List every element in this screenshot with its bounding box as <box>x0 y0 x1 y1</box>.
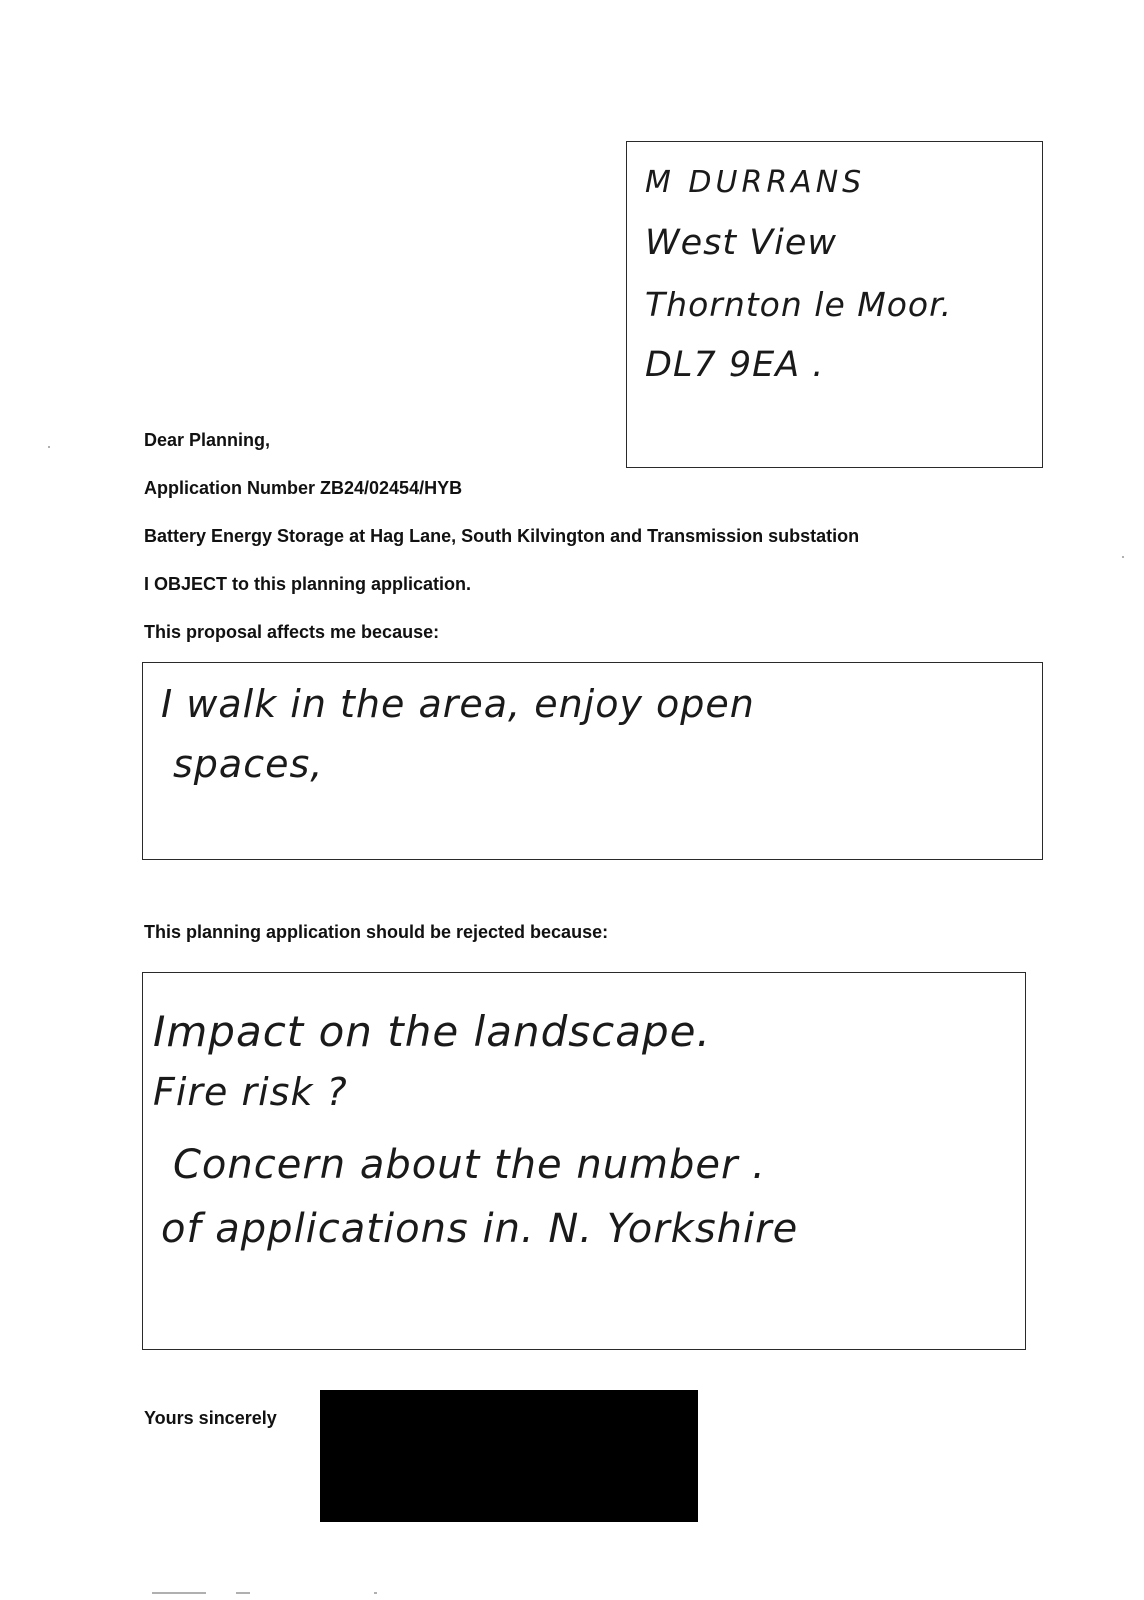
address-box <box>626 141 1043 468</box>
objection-statement: I OBJECT to this planning application. <box>144 574 472 594</box>
address-postcode: DL7 9EA . <box>645 345 825 385</box>
closing: Yours sincerely <box>144 1408 277 1428</box>
affects-response-box <box>142 662 1043 860</box>
application-subject: Battery Energy Storage at Hag Lane, South Kilvington and Transmission substation <box>144 526 860 546</box>
affects-label: This proposal affects me because: <box>144 622 440 642</box>
address-village: Thornton le Moor. <box>645 285 953 324</box>
scan-speck <box>236 1592 250 1594</box>
rejected-response-box <box>142 972 1026 1350</box>
affects-line-2: spaces, <box>173 742 324 786</box>
redacted-signature <box>320 1390 698 1522</box>
rejected-label: This planning application should be rejected because: <box>144 922 609 942</box>
rejected-line-3: Concern about the number . <box>173 1142 766 1188</box>
affects-line-1: I walk in the area, enjoy open <box>161 682 755 726</box>
scan-speck <box>152 1592 206 1594</box>
address-name: M DURRANS <box>645 165 866 200</box>
scan-speck <box>48 446 50 448</box>
rejected-line-1: Impact on the landscape. <box>153 1007 711 1056</box>
scan-speck <box>374 1592 377 1594</box>
address-house: West View <box>645 223 838 263</box>
rejected-line-2: Fire risk ? <box>153 1070 348 1114</box>
rejected-line-4: of applications in. N. Yorkshire <box>161 1206 799 1252</box>
application-number: Application Number ZB24/02454/HYB <box>144 478 463 498</box>
scan-speck <box>1122 556 1124 558</box>
salutation: Dear Planning, <box>144 430 271 450</box>
